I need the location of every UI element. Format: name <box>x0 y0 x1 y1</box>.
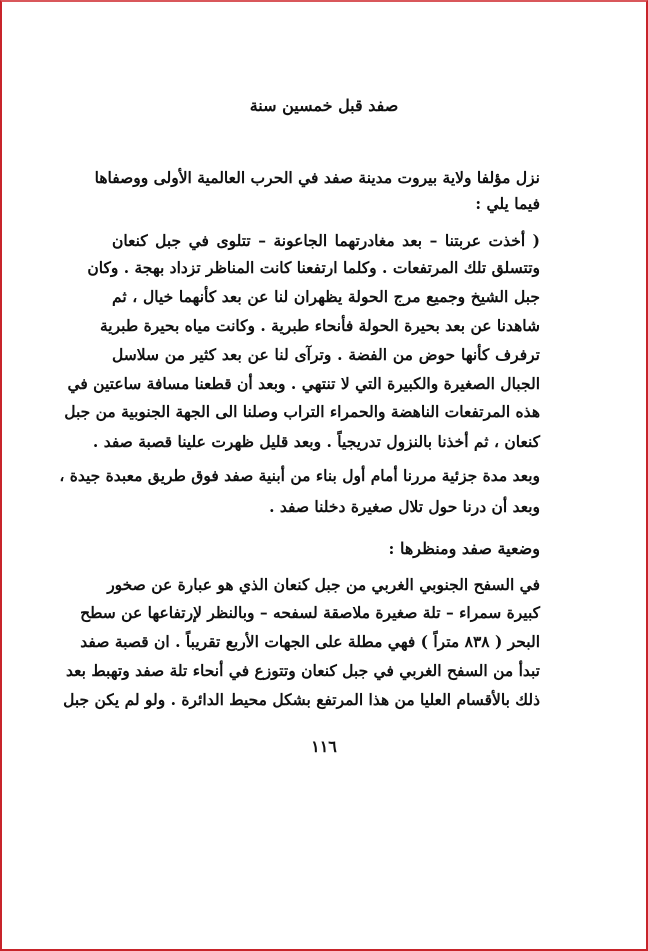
section-heading: وضعية صفد ومنظرها : <box>388 539 540 558</box>
intro-line: نزل مؤلفا ولاية بيروت مدينة صفد في الحرب العالمية الأولى ووصفاها <box>94 168 540 187</box>
quote-line: وبعد أن درنا حول تلال صغيرة دخلنا صفد . <box>269 497 540 516</box>
quote-line: ترفرف كأنها حوض من الفضة . وترآى لنا عن بعد كثير من سلاسل <box>112 345 540 364</box>
quote-line: وتتسلق تلك المرتفعات . وكلما ارتفعنا كانت المناظر تزداد بهجة . وكان <box>87 258 540 277</box>
quote-line: شاهدنا عن بعد بحيرة الحولة فأنحاء طبرية . وكانت مياه بحيرة طبرية <box>100 316 540 335</box>
section-line: تبدأ من السفح الغربي في جبل كنعان وتتوزع في أنحاء تلة صفد وتهبط بعد <box>66 661 540 680</box>
intro-line: فيما يلي : <box>475 194 540 213</box>
quote-line: الجبال الصغيرة والكبيرة التي لا تنتهي . وبعد أن قطعنا مسافة ساعتين في <box>67 374 540 393</box>
section-line: كبيرة سمراء – تلة صغيرة ملاصقة لسفحه – وبالنظر لإرتفاعها عن سطح <box>80 603 540 622</box>
quote-line: هذه المرتفعات الناهضة والحمراء التراب وصلنا الى الجهة الجنوبية من جبل <box>64 402 540 421</box>
page-title: صفد قبل خمسين سنة <box>249 96 399 115</box>
section-line: ذلك بالأقسام العليا من هذا المرتفع بشكل محيط الدائرة . ولو لم يكن جبل <box>63 690 540 709</box>
quote-line: ( أخذت عربتنا – بعد مغادرتهما الجاعونة – تتلوى في جبل كنعان <box>112 231 540 250</box>
section-line: في السفح الجنوبي الغربي من جبل كنعان الذي هو عبارة عن صخور <box>107 575 540 594</box>
page-number: ١١٦ <box>311 737 337 756</box>
section-line: البحر ( ٨٣٨ متراً ) فهي مطلة على الجهات الأربع تقريباً . ان قصبة صفد <box>80 632 540 651</box>
quote-line: كنعان ، ثم أخذنا بالنزول تدريجياً . وبعد قليل ظهرت علينا قصبة صفد . <box>92 432 540 451</box>
quote-line: جبل الشيخ وجميع مرج الحولة يظهران لنا عن بعد كأنهما خيال ، ثم <box>112 287 540 306</box>
quote-line: وبعد مدة جزئية مررنا أمام أول بناء من أبنية صفد فوق طريق معبدة جيدة ، <box>59 466 540 485</box>
